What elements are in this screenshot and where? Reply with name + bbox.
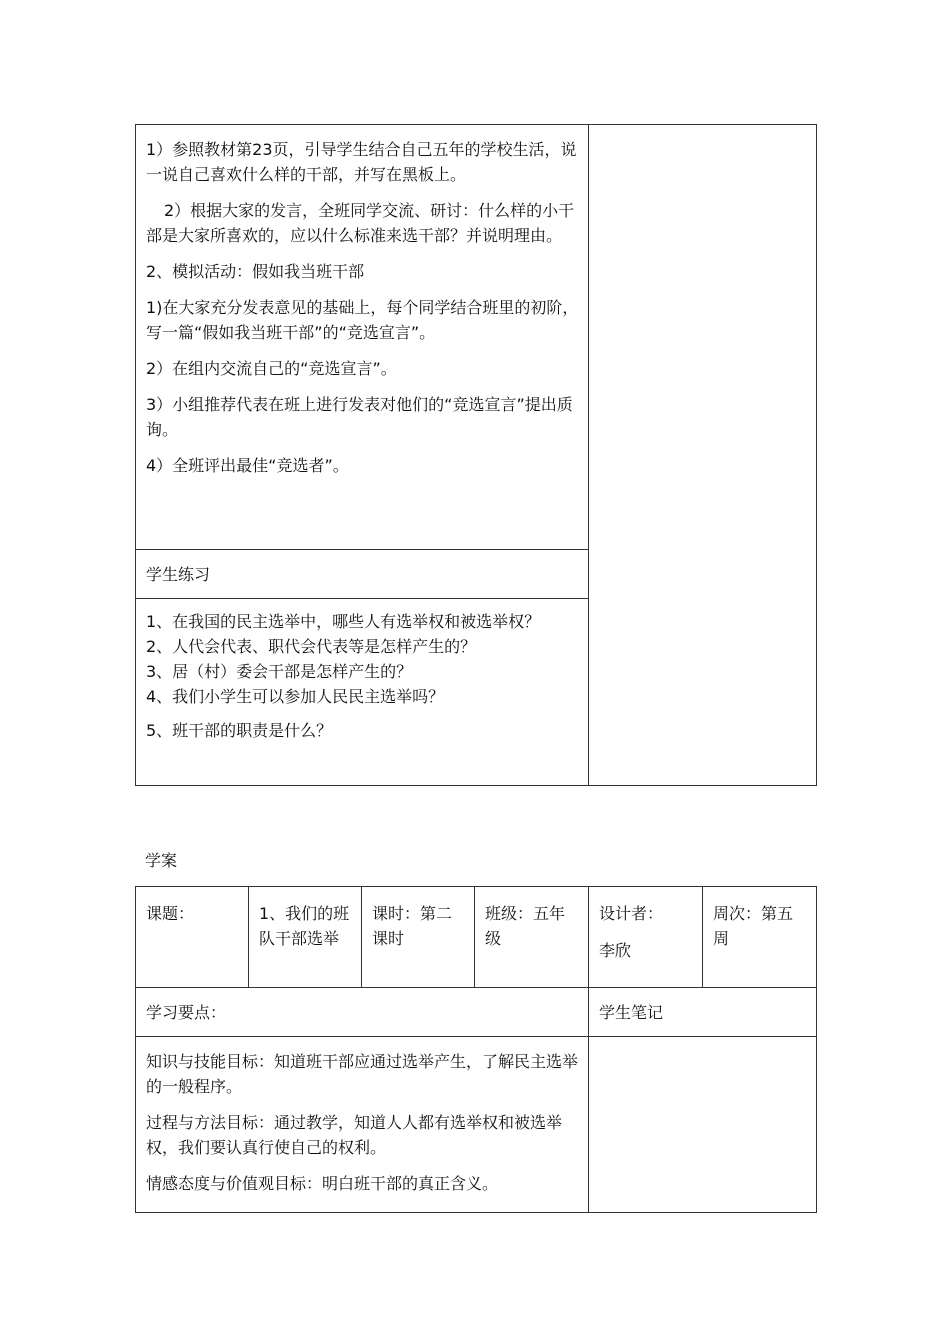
designer-name: 李欣 [599,941,632,960]
goals-cell [136,1037,589,1213]
notes-label-cell [589,988,817,1037]
activity-line: 2）在组内交流自己的“竞选宣言”。 [146,359,397,378]
grade: 班级：五年级 [485,904,566,948]
activity-line: 4）全班评出最佳“竞选者”。 [146,456,349,475]
week-cell [703,887,817,988]
practice-question: 5、班干部的职责是什么？ [146,721,333,740]
activity-line: 2）根据大家的发言，全班同学交流、研讨：什么样的小干部是大家所喜欢的，应以什么标准来选干部？并说明理由。 [146,201,575,245]
practice-title-cell [136,550,589,599]
designer-cell [589,887,703,988]
topic-label-cell [136,887,249,988]
practice-question: 1、在我国的民主选举中，哪些人有选举权和被选举权？ [146,612,541,631]
grade-cell [475,887,589,988]
activity-line: 1)在大家充分发表意见的基础上，每个同学结合班里的初阶，写一篇“假如我当班干部”的“竞选宣言”。 [146,298,579,342]
section-title: 学案 [145,851,178,870]
goal-line: 知识与技能目标：知道班干部应通过选举产生，了解民主选举的一般程序。 [146,1052,579,1096]
period: 课时：第二课时 [372,904,453,948]
activity-line: 1）参照教材第23页，引导学生结合自己五年的学校生活，说一说自己喜欢什么样的干部，并写在黑板上。 [146,140,577,184]
goal-line: 过程与方法目标：通过教学，知道人人都有选举权和被选举权，我们要认真行使自己的权利。 [146,1113,563,1157]
goal-line: 情感态度与价值观目标：明白班干部的真正含义。 [146,1174,499,1193]
practice-question: 2、人代会代表、职代会代表等是怎样产生的？ [146,637,477,656]
topic-value-cell [249,887,362,988]
notes-cell [589,125,817,786]
practice-questions-cell [136,599,589,786]
activities-cell [136,125,589,550]
student-notes-cell [589,1037,817,1213]
notes-label: 学生笔记 [599,1003,664,1022]
activity-line: 2、模拟活动：假如我当班干部 [146,262,365,281]
topic-label: 课题： [146,904,195,923]
practice-question: 3、居（村）委会干部是怎样产生的？ [146,662,413,681]
period-cell [362,887,475,988]
key-points-label-cell [136,988,589,1037]
designer-label: 设计者： [599,904,664,923]
key-points-label: 学习要点： [146,1003,227,1022]
week: 周次：第五周 [713,904,794,948]
topic-value: 1、我们的班队干部选举 [259,904,350,948]
practice-question: 4、我们小学生可以参加人民民主选举吗？ [146,687,445,706]
lesson-activities-table [135,124,817,786]
practice-title: 学生练习 [146,565,211,584]
study-plan-table [135,886,817,1213]
activity-line: 3）小组推荐代表在班上进行发表对他们的“竞选宣言”提出质询。 [146,395,573,439]
